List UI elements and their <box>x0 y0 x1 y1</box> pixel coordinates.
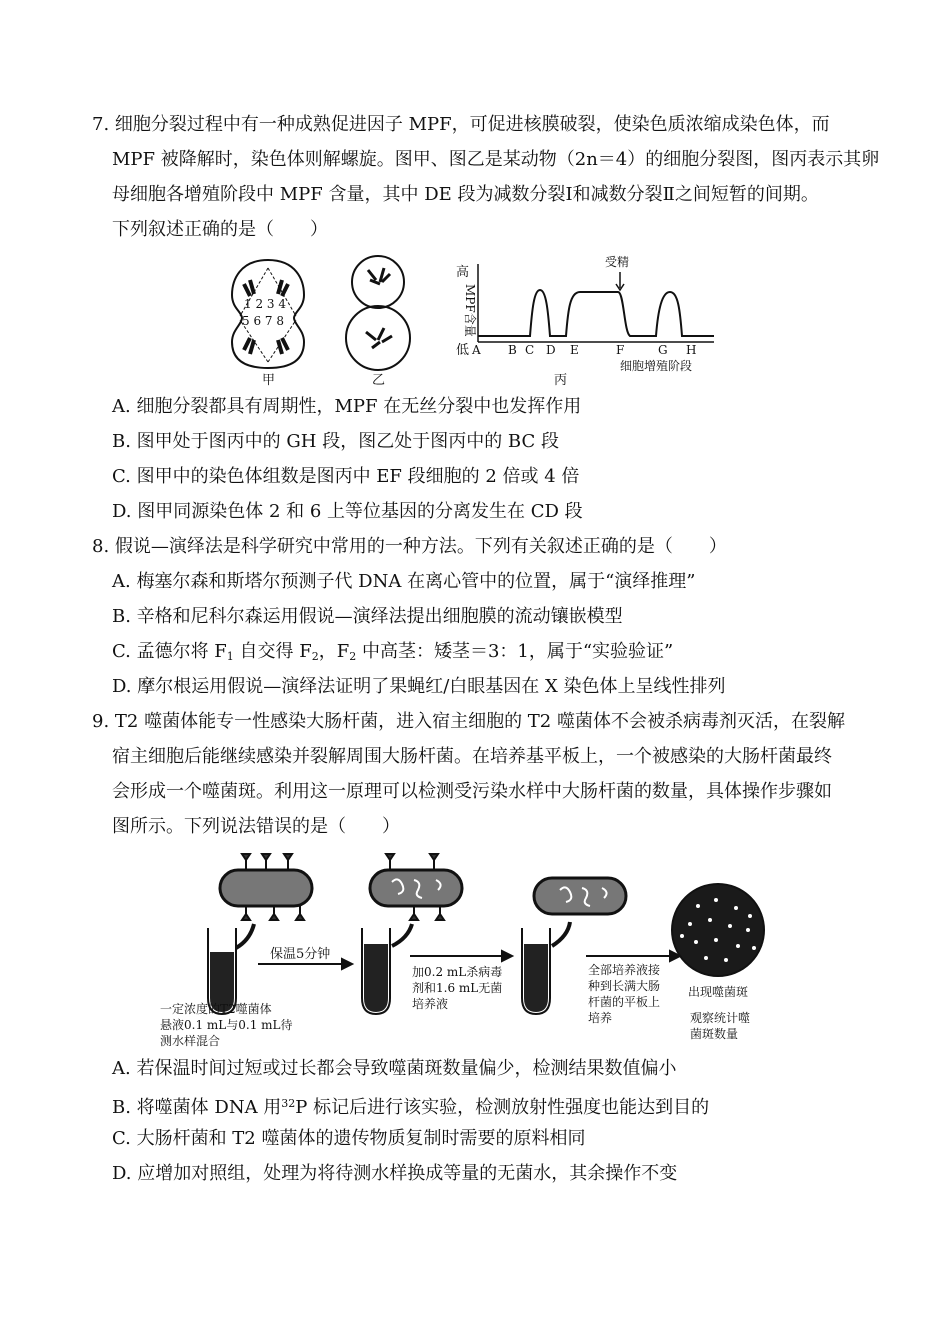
y-high-label: 高 <box>456 265 470 280</box>
q7-stem-line-4: 下列叙述正确的是（ ） <box>112 219 328 240</box>
petri-plate <box>672 884 764 976</box>
bacterium-phage-dna <box>534 878 626 914</box>
step2-label-2: 剂和1.6 mL无菌 <box>412 981 503 995</box>
fertilization-label: 受精 <box>605 255 630 269</box>
q9-option-b <box>112 1091 709 1121</box>
step3-label-4: 培养 <box>588 1011 613 1025</box>
q8-option-a: A. 梅塞尔森和斯塔尔预测子代 DNA 在离心管中的位置，属于“演绎推理” <box>112 571 696 592</box>
q8-c-mid2: ，F <box>318 641 350 662</box>
q8-c-sub2: 2 <box>311 650 319 663</box>
q8-c-sub3: 2 <box>349 650 357 663</box>
q8-stem: 8. 假说—演绎法是科学研究中常用的一种方法。下列有关叙述正确的是（ ） <box>92 536 727 557</box>
curved-arrows <box>236 922 570 948</box>
q7-option-b: B. 图甲处于图丙中的 GH 段，图乙处于图丙中的 BC 段 <box>112 431 559 452</box>
label-yi: 乙 <box>372 373 386 388</box>
q8-c-sub1: 1 <box>226 650 234 663</box>
bacterium-infected <box>370 854 462 920</box>
q9-option-d: D. 应增加对照组，处理为将待测水样换成等量的无菌水，其余操作不变 <box>112 1163 678 1184</box>
step3-label-3: 杆菌的平板上 <box>588 995 661 1009</box>
x-tick-G: G <box>658 343 668 357</box>
q8-c-mid1: 自交得 F <box>233 641 312 662</box>
q9-b-pre: B. 将噬菌体 DNA 用 <box>112 1097 282 1118</box>
q9-b-sup: 32 <box>281 1097 296 1110</box>
step1-label: 保温5分钟 <box>270 947 331 962</box>
chrom-numbers-bottom: 5 6 7 8 <box>242 314 284 328</box>
q9-option-c: C. 大肠杆菌和 T2 噬菌体的遗传物质复制时需要的原料相同 <box>112 1128 586 1149</box>
x-axis-label: 细胞增殖阶段 <box>620 359 693 373</box>
label-bing: 丙 <box>554 373 568 388</box>
count-caption-1: 观察统计噬 <box>690 1011 751 1025</box>
q7-option-d: D. 图甲同源染色体 2 和 6 上等位基因的分离发生在 CD 段 <box>112 501 583 522</box>
q7-stem-line-2: MPF 被降解时，染色体则解螺旋。图甲、图乙是某动物（2n＝4）的细胞分裂图，图丙表示其卵 <box>112 149 880 170</box>
plate-caption: 出现噬菌斑 <box>688 985 749 999</box>
q9-figure <box>150 848 810 1053</box>
label-jia: 甲 <box>262 373 276 388</box>
q7-stem-line-3: 母细胞各增殖阶段中 MPF 含量，其中 DE 段为减数分裂Ⅰ和减数分裂Ⅱ之间短暂的间期。 <box>112 184 819 205</box>
x-tick-F: F <box>616 343 625 357</box>
y-axis-label: MPF含量 <box>463 284 477 337</box>
q8-option-c <box>112 639 673 670</box>
q8-c-pre: C. 孟德尔将 F <box>112 641 227 662</box>
step2-label-3: 培养液 <box>412 997 449 1011</box>
tube1-caption-3: 测水样混合 <box>160 1034 221 1048</box>
x-tick-D: D <box>546 343 556 357</box>
q7-figure <box>220 250 720 395</box>
q9-stem-line-1: 9. T2 噬菌体能专一性感染大肠杆菌，进入宿主细胞的 T2 噬菌体不会被杀病毒剂灭活，在裂解 <box>92 711 845 732</box>
q9-stem-line-4: 图所示。下列说法错误的是（ ） <box>112 816 400 837</box>
x-tick-E: E <box>570 343 579 357</box>
count-caption-2: 菌斑数量 <box>690 1027 739 1041</box>
x-tick-A: A <box>472 343 481 357</box>
q7-option-c: C. 图甲中的染色体组数是图丙中 EF 段细胞的 2 倍或 4 倍 <box>112 466 580 487</box>
x-tick-C: C <box>525 343 535 357</box>
q8-option-b: B. 辛格和尼科尔森运用假说—演绎法提出细胞膜的流动镶嵌模型 <box>112 606 623 627</box>
q9-stem-line-3: 会形成一个噬菌斑。利用这一原理可以检测受污染水样中大肠杆菌的数量，具体操作步骤如 <box>112 781 832 802</box>
tube1-caption-1: 一定浓度的T2噬菌体 <box>160 1002 272 1016</box>
chrom-numbers-top: 1 2 3 4 <box>244 297 286 311</box>
test-tube-3 <box>522 928 550 1014</box>
x-tick-H: H <box>686 343 697 357</box>
q7-option-a: A. 细胞分裂都具有周期性，MPF 在无丝分裂中也发挥作用 <box>112 396 582 417</box>
step3-label-2: 种到长满大肠 <box>588 979 661 993</box>
q9-option-a: A. 若保温时间过短或过长都会导致噬菌斑数量偏少，检测结果数值偏小 <box>112 1058 677 1079</box>
bacterium-with-phages <box>220 854 312 920</box>
q9-b-post: P 标记后进行该实验，检测放射性强度也能达到目的 <box>295 1097 710 1118</box>
q8-c-post: 中高茎：矮茎＝3：1，属于“实验验证” <box>356 641 674 662</box>
step3-label-1: 全部培养液接 <box>588 963 661 977</box>
tube1-caption-2: 悬液0.1 mL与0.1 mL待 <box>160 1018 293 1032</box>
x-tick-B: B <box>508 343 517 357</box>
cell-yi <box>346 256 410 370</box>
y-low-label: 低 <box>456 343 470 358</box>
q7-stem-line-1: 7. 细胞分裂过程中有一种成熟促进因子 MPF，可促进核膜破裂，使染色质浓缩成染色体，而 <box>92 114 830 135</box>
test-tube-2 <box>362 928 390 1014</box>
q8-option-d: D. 摩尔根运用假说—演绎法证明了果蝇红/白眼基因在 X 染色体上呈线性排列 <box>112 676 726 697</box>
step2-label-1: 加0.2 mL杀病毒 <box>412 965 503 979</box>
q9-stem-line-2: 宿主细胞后能继续感染并裂解周围大肠杆菌。在培养基平板上，一个被感染的大肠杆菌最终 <box>112 746 832 767</box>
mpf-graph <box>478 264 714 342</box>
